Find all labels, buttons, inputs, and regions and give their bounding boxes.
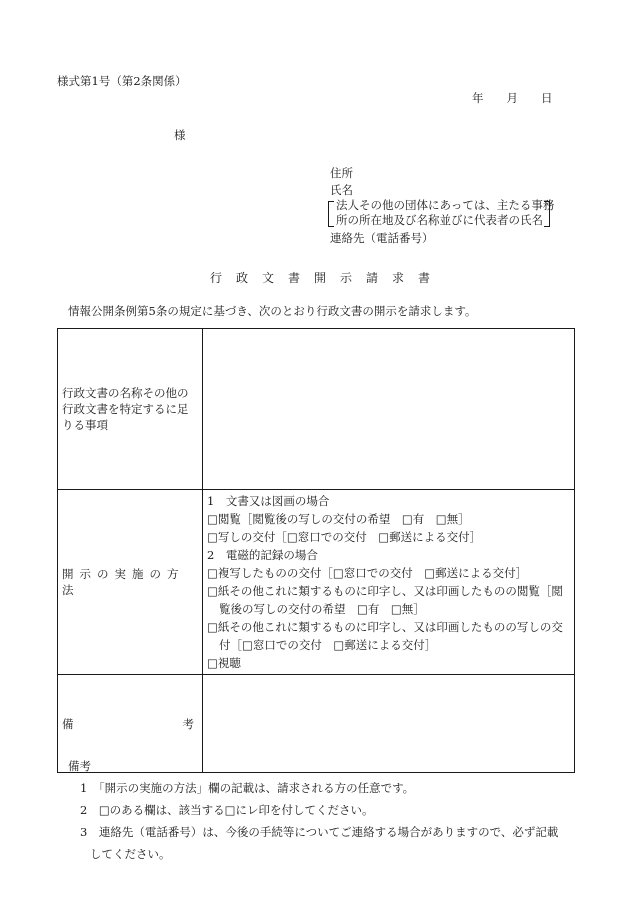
corporate-note-line-1: 法人その他の団体にあっては、主たる事務 <box>336 198 555 212</box>
option-print-inspection-cont: 覧後の写しの交付の希望 □有 □無］ <box>219 602 425 616</box>
disclosure-method-options <box>203 490 575 675</box>
form-number: 様式第1号（第2条関係） <box>57 74 187 88</box>
note-1: 1 「開示の実施の方法」欄の記載は、請求される方の任意です。 <box>80 781 415 795</box>
date-field: 年 月 日 <box>472 91 553 105</box>
left-bracket <box>328 201 334 227</box>
name-label: 氏名 <box>330 183 353 197</box>
intro-text: 情報公開条例第5条の規定に基づき、次のとおり行政文書の開示を請求します。 <box>68 304 477 318</box>
document-spec-input[interactable] <box>203 329 575 490</box>
option-duplicate[interactable]: □複写したものの交付［□窓口での交付 □郵送による交付］ <box>207 566 528 580</box>
document-spec-label: 行政文書の名称その他の行政文書を特定するに足りる事項 <box>62 386 189 432</box>
notes-section <box>68 755 558 865</box>
remarks-label-2: 考 <box>182 716 194 731</box>
disclosure-method-label-cell <box>58 490 203 675</box>
document-spec-row <box>58 329 575 490</box>
option-listening[interactable]: □視聴 <box>207 656 241 670</box>
right-bracket <box>544 201 550 227</box>
notes-heading: 備考 <box>68 759 91 773</box>
option-copy[interactable]: □写しの交付［□窓口での交付 □郵送による交付］ <box>207 530 482 544</box>
contact-label: 連絡先（電話番号） <box>330 231 434 245</box>
electronic-heading: 2 電磁的記録の場合 <box>207 548 318 562</box>
option-print-inspection[interactable]: □紙その他これに類するものに印字し、又は印画したものの閲覧［閲 <box>207 584 563 598</box>
addressee-suffix: 様 <box>174 128 186 142</box>
corporate-note-line-2: 所の所在地及び名称並びに代表者の氏名 <box>336 213 543 227</box>
remarks-label-1: 備 <box>62 716 74 731</box>
document-spec-label-cell <box>58 329 203 490</box>
request-table <box>57 328 575 773</box>
disclosure-method-label: 開示の実施の方法 <box>62 567 185 597</box>
disclosure-method-row <box>58 490 575 675</box>
corporate-note <box>328 198 555 228</box>
document-title: 行政文書開示請求書 <box>210 271 445 285</box>
option-print-copy[interactable]: □紙その他これに類するものに印字し、又は印画したものの写しの交 <box>207 620 563 634</box>
option-inspection[interactable]: □閲覧［閲覧後の写しの交付の希望 □有 □無］ <box>207 512 470 526</box>
note-2: 2 □のある欄は、該当する□にレ印を付してください。 <box>80 803 374 817</box>
paper-heading: 1 文書又は図画の場合 <box>207 494 330 508</box>
remarks-label <box>62 716 198 732</box>
note-3-cont: してください。 <box>90 847 171 861</box>
address-label: 住所 <box>330 166 353 180</box>
option-print-copy-cont: 付［□窓口での交付 □郵送による交付］ <box>219 638 437 652</box>
note-3: 3 連絡先（電話番号）は、今後の手続等についてご連絡する場合がありますので、必ず記載 <box>80 825 559 839</box>
